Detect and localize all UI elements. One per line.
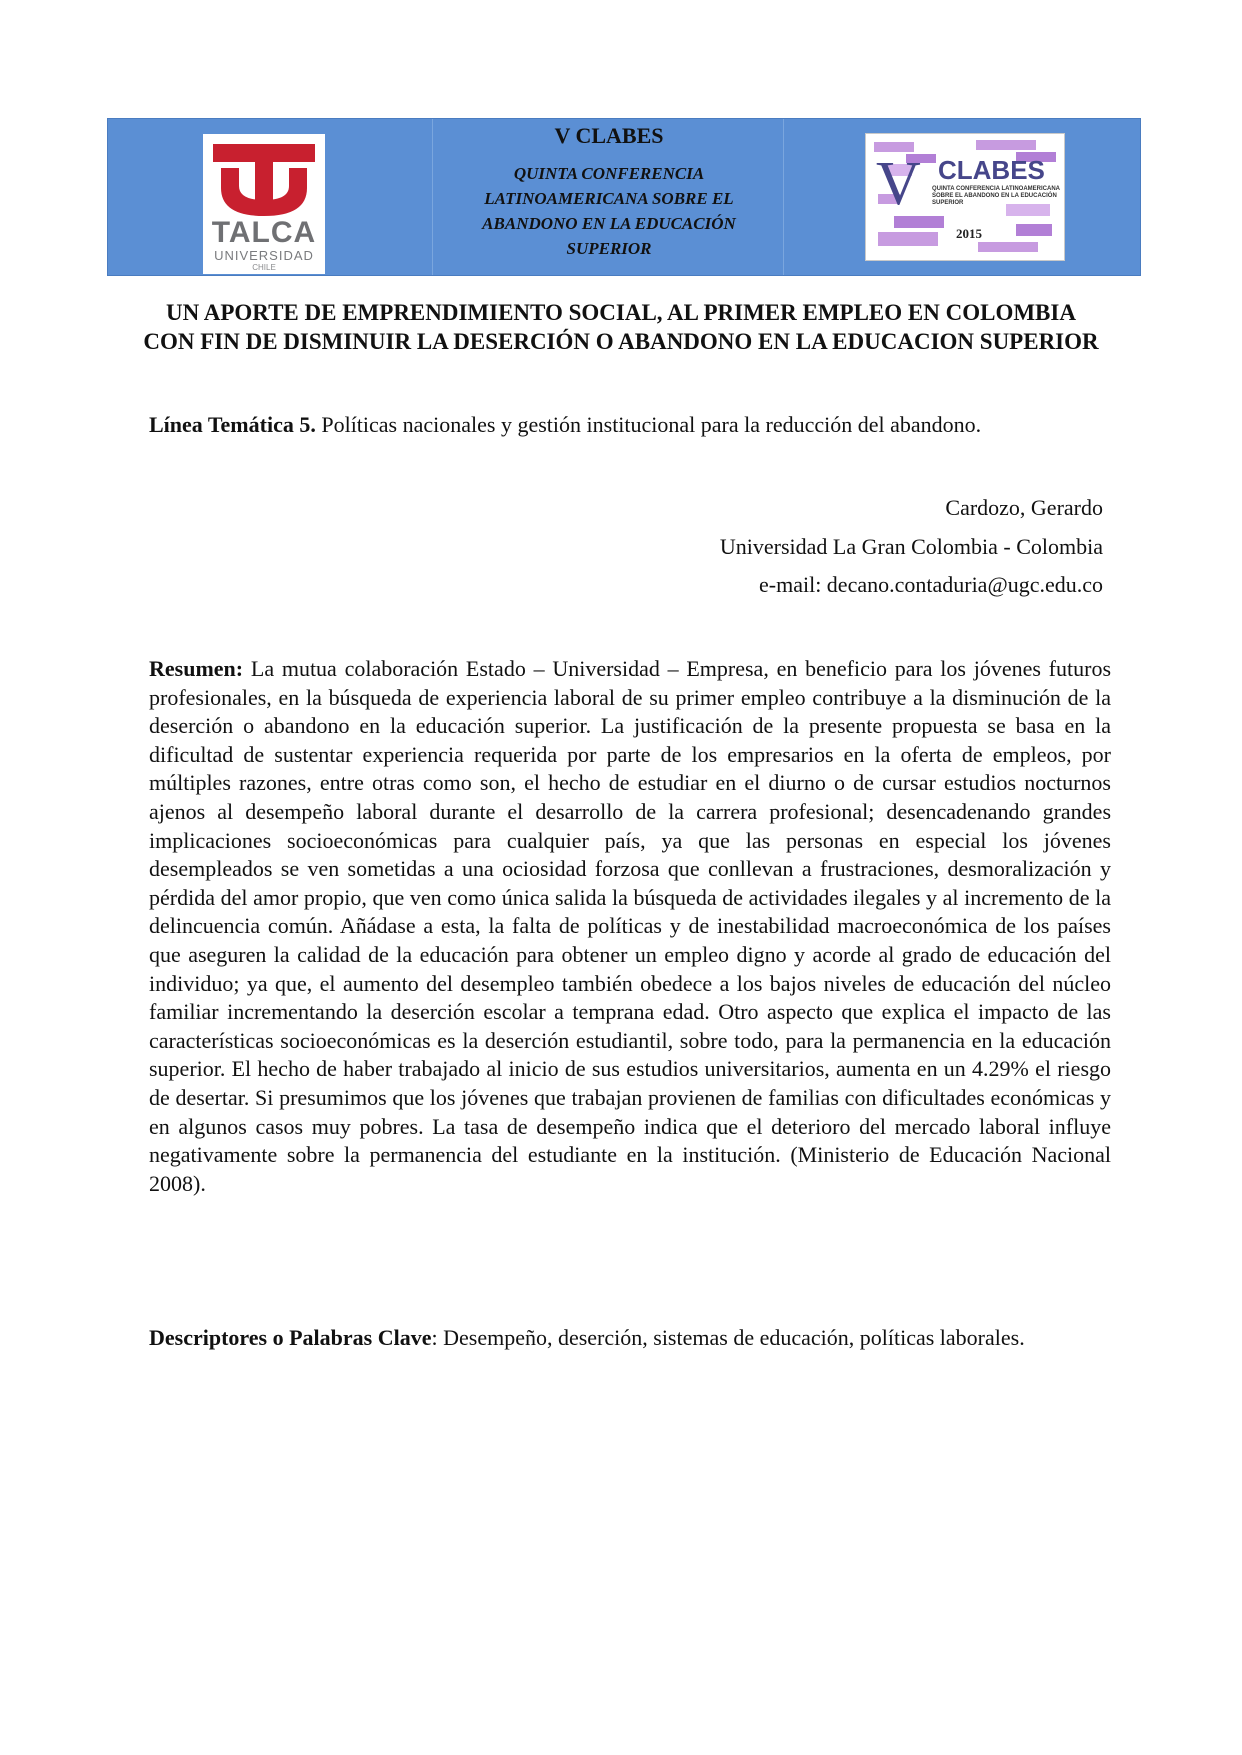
clabes-logo-tagline: QUINTA CONFERENCIA LATINOAMERICANA SOBRE EL ABANDONO EN LA EDUCACIÓN SUPERIOR: [932, 186, 1060, 206]
thematic-line: [149, 410, 1111, 439]
talca-logo-country: CHILE: [252, 263, 276, 272]
keywords: [149, 1323, 1111, 1352]
clabes-logo-numeral: V: [876, 150, 921, 218]
header-center-cell: [432, 119, 784, 275]
talca-logo-sub: UNIVERSIDAD: [214, 248, 314, 263]
paper-title: UN APORTE DE EMPRENDIMIENTO SOCIAL, AL PRIMER EMPLEO EN COLOMBIA CON FIN DE DISMINUIR LA DESERCIÓN O ABANDONO EN LA EDUCACION SUPERIOR: [143, 300, 1099, 354]
clabes-logo-year: 2015: [956, 226, 982, 241]
talca-university-logo: [203, 134, 325, 274]
keywords-label: Descriptores o Palabras Clave: [149, 1325, 432, 1350]
thematic-line-text: Políticas nacionales y gestión institucional para la reducción del abandono.: [321, 412, 982, 437]
conference-subtitle: QUINTA CONFERENCIA LATINOAMERICANA SOBRE EL ABANDONO EN LA EDUCACIÓN SUPERIOR: [482, 164, 736, 258]
talca-emblem-icon: [203, 134, 325, 218]
clabes-logo: [865, 133, 1065, 261]
abstract-label: Resumen:: [149, 656, 244, 681]
author-affiliation: Universidad La Gran Colombia - Colombia: [719, 534, 1103, 559]
author-name: Cardozo, Gerardo: [945, 495, 1103, 520]
keywords-text: : Desempeño, deserción, sistemas de educación, políticas laborales.: [431, 1325, 1025, 1350]
conference-title: V CLABES: [554, 123, 664, 148]
thematic-line-label: Línea Temática 5.: [149, 412, 316, 437]
abstract-text: La mutua colaboración Estado – Universidad – Empresa, en beneficio para los jóvenes futuros profesionales, en la búsqueda de experiencia laboral de su primer empleo contribuye a la disminución de la deserción o abandono en la educación superior. La justificación de la presente propuesta se basa en la dificultad de sustentar experiencia requerida por parte de los empresarios en la oferta de empleos, por múltiples razones, entre otras como son, el hecho de estudiar en el diurno o de cursar estudios nocturnos ajenos al desempeño laboral durante el desarrollo de la carrera profesional; desencadenando grandes implicaciones socioeconómicas para cualquier país, ya que las personas en especial los jóvenes desempleados se ven sometidas a una ociosidad forzosa que conllevan a frustraciones, desmoralización y pérdida del amor propio, que ven como única salida la búsqueda de actividades ilegales y al incremento de la delincuencia común. Añádase a esta, la falta de políticas y de inestabilidad macroeconómica de los países que aseguren la calidad de la educación para obtener un empleo digno y acorde al grado de educación del individuo; ya que, el aumento del desempleo también obedece a los bajos niveles de educación del núcleo familiar incrementando la deserción escolar a temprana edad. Otro aspecto que explica el impacto de las características socioeconómicas es la deserción estudiantil, sobre todo, para la permanencia en la educación superior. El hecho de haber trabajado al inicio de sus estudios universitarios, aumenta en un 4.29% el riesgo de desertar. Si presumimos que los jóvenes que trabajan provienen de familias con dificultades económicas y en algunos casos muy pobres. La tasa de desempeño indica que el deterioro del mercado laboral influye negativamente sobre la permanencia del estudiante en la institución. (Ministerio de Educación Nacional 2008).: [149, 656, 1112, 1196]
talca-logo-word: TALCA: [211, 216, 317, 249]
author-email: e-mail: decano.contaduria@ugc.edu.co: [759, 572, 1103, 597]
clabes-logo-word: CLABES: [938, 155, 1045, 185]
conference-header-band: [107, 118, 1141, 276]
abstract: [149, 655, 1111, 1198]
